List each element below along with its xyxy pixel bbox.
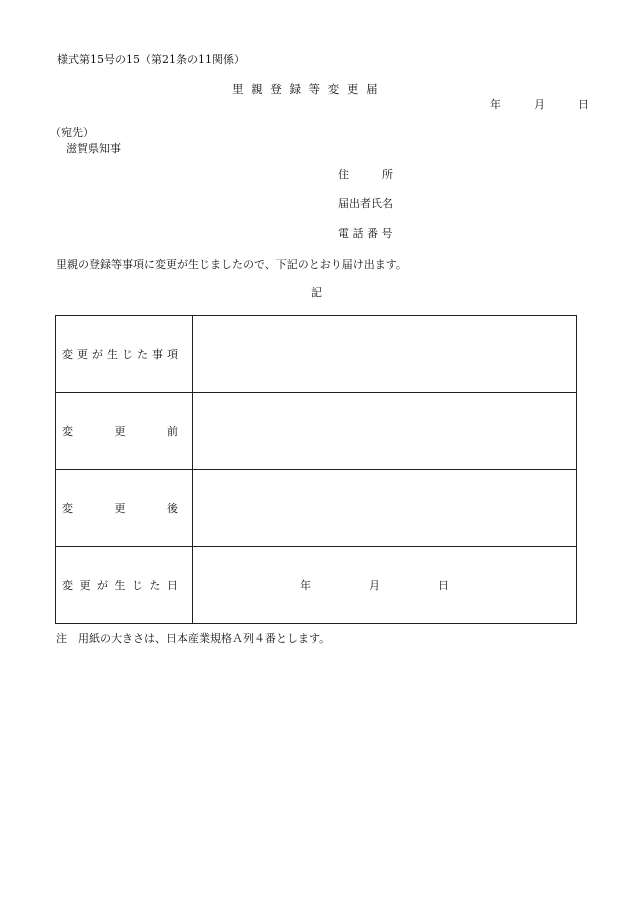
- change-date-day: 日: [438, 579, 449, 592]
- table-row: [56, 547, 577, 624]
- label-char: た: [137, 348, 148, 361]
- label-char: 変: [62, 579, 73, 592]
- form-number: 様式第15号の15（第21条の11関係）: [57, 53, 245, 66]
- change-date-field[interactable]: [193, 547, 577, 624]
- label-char: 後: [167, 502, 178, 515]
- label-char: 更: [114, 502, 126, 515]
- after-change-field[interactable]: [193, 470, 577, 547]
- document-title: 里 親 登 録 等 変 更 届: [232, 82, 378, 96]
- changed-matter-field[interactable]: [193, 316, 577, 393]
- label-char: 更: [79, 579, 91, 592]
- label-char: 前: [167, 425, 178, 438]
- label-char: が: [92, 348, 103, 361]
- label-char: 項: [167, 348, 178, 361]
- date-day: 日: [578, 98, 589, 111]
- row-label-after-change: [56, 470, 193, 547]
- label-char: 変: [62, 425, 73, 438]
- row-label-before-change: [56, 393, 193, 470]
- label-char: が: [97, 579, 108, 592]
- label-char: じ: [122, 348, 133, 361]
- change-table: [55, 315, 577, 624]
- footnote: 注 用紙の大きさは、日本産業規格Ａ列４番とします。: [56, 632, 331, 645]
- table-row: [56, 316, 577, 393]
- date-year: 年: [490, 98, 501, 111]
- before-change-field[interactable]: [193, 393, 577, 470]
- statement-text: 里親の登録等事項に変更が生じましたので、下記のとおり届け出ます。: [56, 258, 407, 271]
- address-label: 住 所: [338, 168, 393, 181]
- label-char: 更: [77, 348, 88, 361]
- table-row: [56, 470, 577, 547]
- label-char: じ: [132, 579, 143, 592]
- date-month: 月: [534, 98, 545, 111]
- label-char: 変: [62, 502, 73, 515]
- row-label-changed-matter: [56, 316, 193, 393]
- change-date-year: 年: [300, 579, 311, 592]
- label-char: 変: [62, 348, 73, 361]
- ki-heading: 記: [311, 286, 322, 299]
- label-char: 更: [114, 425, 126, 438]
- label-char: た: [149, 579, 161, 592]
- table-row: [56, 393, 577, 470]
- label-char: 日: [167, 579, 178, 592]
- row-label-change-date: [56, 547, 193, 624]
- label-char: 生: [114, 579, 126, 592]
- addressee-prefix: （宛先）: [50, 126, 94, 139]
- phone-label: 電 話 番 号: [338, 227, 393, 240]
- addressee-name: 滋賀県知事: [66, 142, 121, 155]
- label-char: 生: [107, 348, 118, 361]
- applicant-name-label: 届出者氏名: [338, 197, 393, 210]
- label-char: 事: [152, 348, 163, 361]
- change-date-month: 月: [369, 579, 380, 592]
